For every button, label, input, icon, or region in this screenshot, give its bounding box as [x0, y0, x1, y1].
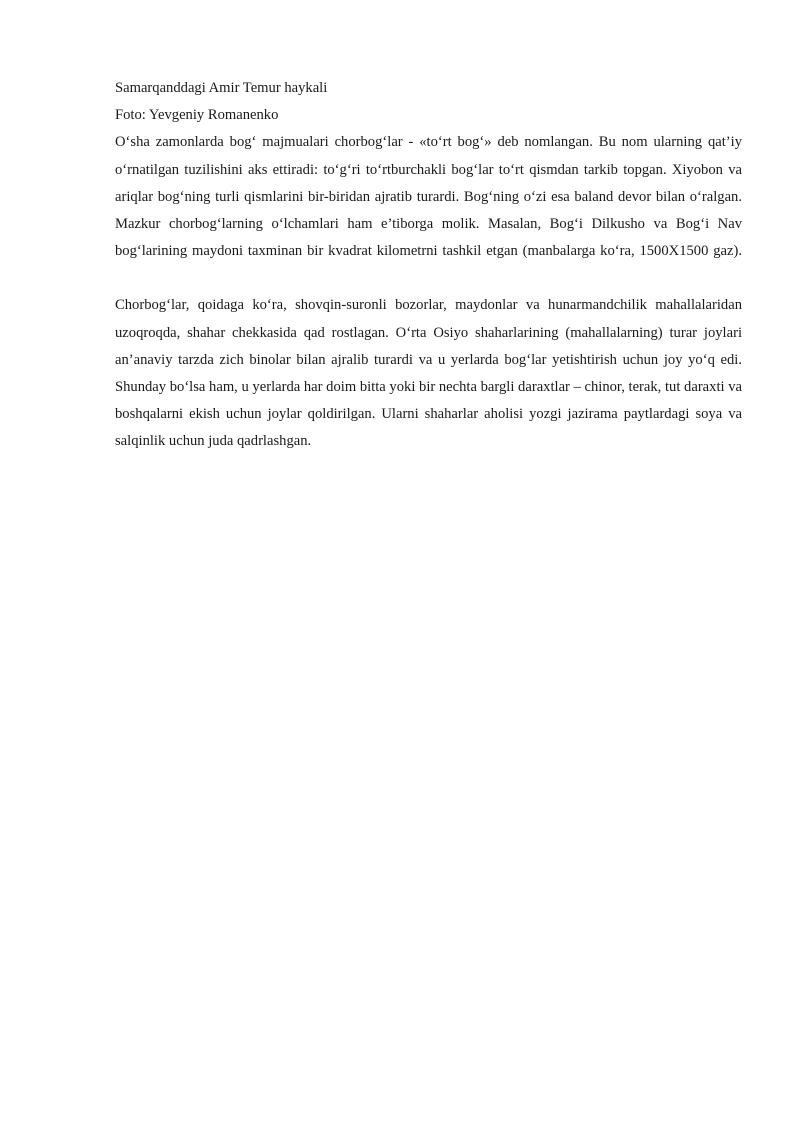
- paragraph-spacer: [115, 265, 742, 292]
- paragraph-chorbog-description: O‘sha zamonlarda bog‘ majmualari chorbog‘lar - «to‘rt bog‘» deb nomlangan. Bu nom ularning qat’iy o‘rnatilgan tuzilishini aks ettiradi: to‘g‘ri to‘rtburchakli bog‘lar to‘rt qismdan tarkib topgan. Xiyobon va ariqlar bog‘ning turli qismlarini bir-biridan ajratib turardi. Bog‘ning o‘zi esa baland devor bilan o‘ralgan. Mazkur chorbog‘larning o‘lchamlari ham e’tiborga molik. Masalan, Bog‘i Dilkusho va Bog‘i Nav bog‘larining maydoni taxminan bir kvadrat kilometrni tashkil etgan (manbalarga ko‘ra, 1500X1500 gaz).: [115, 134, 742, 260]
- document-body: [115, 75, 742, 456]
- image-caption-credit: Foto: Yevgeniy Romanenko: [115, 107, 279, 124]
- paragraph-chorbog-location: Chorbog‘lar, qoidaga ko‘ra, shovqin-suronli bozorlar, maydonlar va hunarmandchilik mahallalaridan uzoqroqda, shahar chekkasida qad rostlagan. O‘rta Osiyo shaharlarining (mahallalarning) turar joylari an’anaviy tarzda zich binolar bilan ajralib turardi va u yerlarda bog‘lar yetishtirish uchun joy yo‘q edi. Shunday bo‘lsa ham, u yerlarda har doim bitta yoki bir nechta bargli daraxtlar – chinor, terak, tut daraxti va boshqalarni ekish uchun joylar qoldirilgan. Ularni shaharlar aholisi yozgi jazirama paytlardagi soya va salqinlik uchun juda qadrlashgan.: [115, 297, 742, 450]
- image-caption-title: Samarqanddagi Amir Temur haykali: [115, 80, 328, 96]
